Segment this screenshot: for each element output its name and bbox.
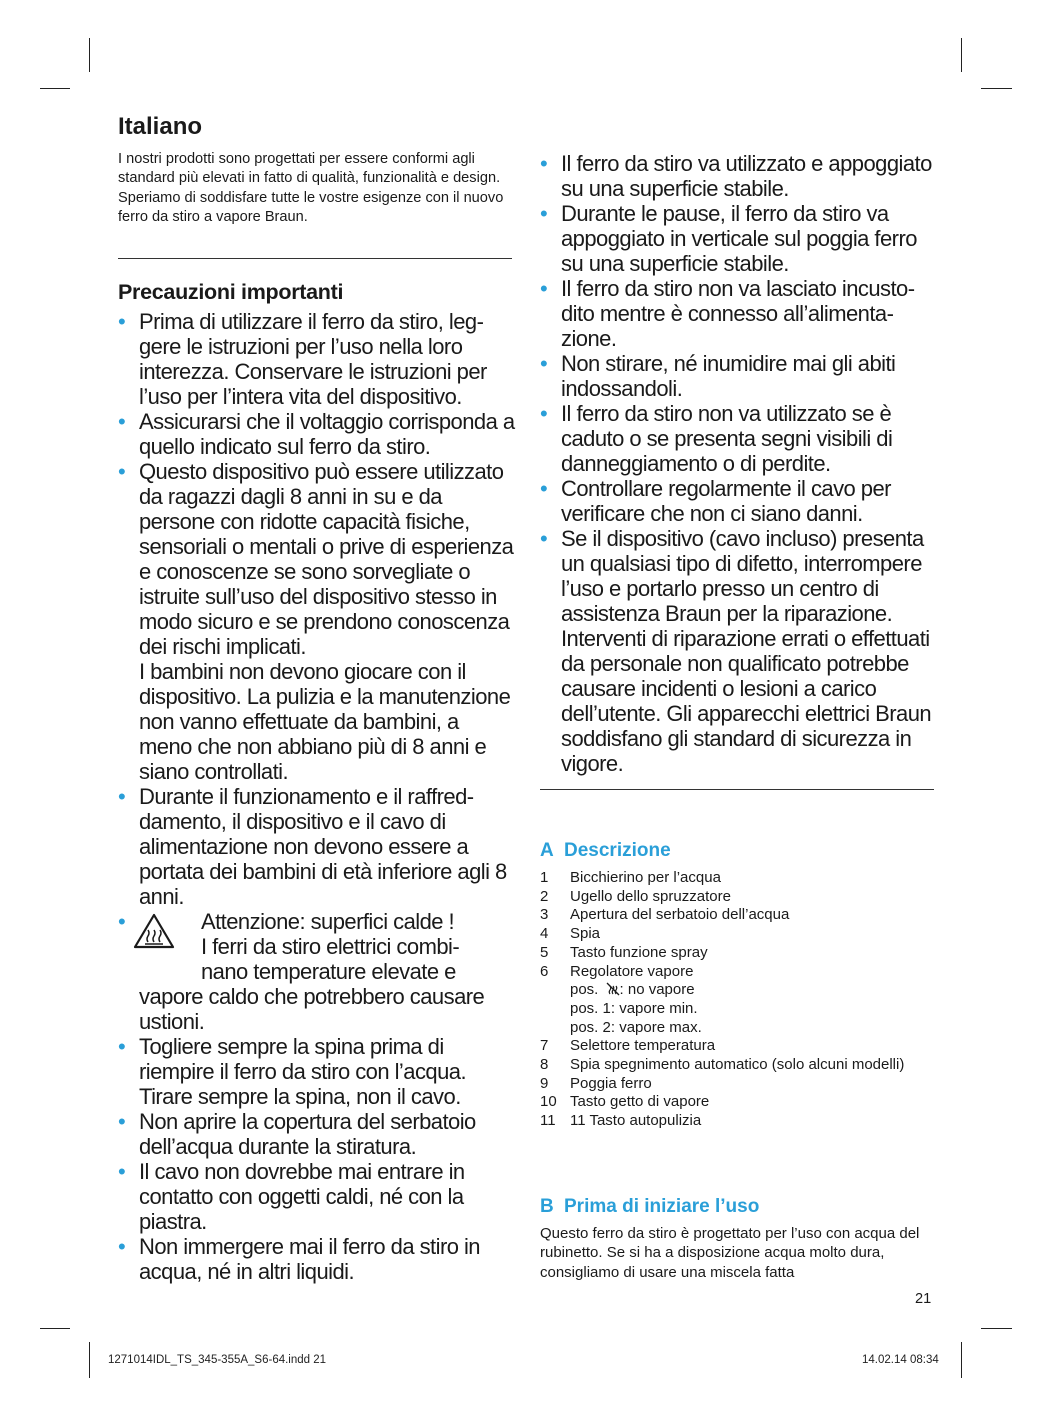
list-item: • Durante il funzionamento e il raffreddamento, il dispositivo e il cavo di alimentazione non devono essere a portata dei bambini di età inferiore agli 8 anni.	[118, 784, 507, 909]
list-item: • Il ferro da stiro va utilizzato e appoggiato su una superficie stabile.	[540, 151, 932, 201]
list-item-sub: pos. : no vapore	[570, 981, 695, 999]
list-item: • Assicurarsi che il voltaggio corrisponda a quello indicato sul ferro da stiro.	[118, 409, 515, 459]
crop-mark	[961, 38, 962, 72]
footer-file-info: 1271014IDL_TS_345-355A_S6-64.indd 21	[108, 1354, 327, 1366]
warning-line: I ferri da stiro elettrici combi-	[201, 934, 460, 959]
list-item-sub: pos. 1: vapore min.	[570, 999, 698, 1017]
list-item: • Questo dispositivo può essere utilizzato da ragazzi dagli 8 anni in su e da persone con ridotte capacità fisiche, sensoriali o mentali o prive di esperienza e conoscenze se sono sorvegliate o istruite sull’uso del dispositivo stesso in modo sicuro e se prendono conoscenza dei rischi implicati. I bambini non devono giocare con il dispositivo. La pulizia e la manutenzione non vanno effettuate da bambini, a meno che non abbiano più di 8 anni e siano controllati.	[118, 459, 514, 784]
crop-mark	[981, 1328, 1012, 1329]
list-item: • Il ferro da stiro non va lasciato incustodito mentre è connesso all’alimentazione.	[540, 276, 916, 351]
list-item: • Se il dispositivo (cavo incluso) presenta un qualsiasi tipo di difetto, interrompere l’uso e portarlo presso un centro di assistenza Braun per la riparazione. Interventi di riparazione errati o effettuati da personale non qualificato potrebbe causare incidenti o lesioni a carico dell’utente. Gli apparecchi elettrici Braun soddisfano gli standard di sicurezza in vigore.	[540, 526, 932, 776]
children-note: I bambini non devono giocare con il dispositivo. La pulizia e la manutenzione non vanno effettuate da bambini, a meno che non abbiano più di 8 anni e siano controllati.	[139, 659, 511, 784]
crop-mark	[40, 1328, 70, 1329]
section-b-paragraph: Questo ferro da stiro è progettato per l’uso con acqua del rubinetto. Se si ha a disposizione acqua molto dura, consigliamo di usare una miscela fatta	[540, 1225, 920, 1281]
list-item: 11 11 Tasto autopulizia	[540, 1112, 702, 1130]
parts-list	[540, 869, 934, 1131]
list-item: • Controllare regolarmente il cavo per verificare che non ci siano danni.	[540, 476, 891, 526]
crop-mark	[89, 1342, 90, 1378]
no-steam-icon	[606, 982, 620, 996]
bullet-icon: •	[540, 276, 548, 301]
precautions-list-continued	[540, 151, 938, 776]
list-item: 7 Selettore temperatura	[540, 1037, 716, 1055]
bullet-icon: •	[118, 1159, 126, 1184]
bullet-icon: •	[118, 1034, 126, 1059]
list-item: 6 Regolatore vapore	[540, 962, 694, 980]
list-item: • Il ferro da stiro non va utilizzato se è caduto o se presenta segni visibili di danneggiamento o di perdite.	[540, 401, 893, 476]
bullet-icon: •	[118, 459, 126, 484]
bullet-icon: •	[540, 201, 548, 226]
page-number: 21	[915, 1291, 932, 1307]
precautions-list	[118, 309, 516, 1284]
bullet-icon: •	[540, 351, 548, 376]
list-item: • Prima di utilizzare il ferro da stiro, leggere le istruzioni per l’uso nella loro interezza. Conservare le istruzioni per l’uso per l’intera vita del dispositivo.	[118, 309, 487, 409]
crop-mark	[40, 88, 70, 89]
hot-surface-warning	[118, 909, 516, 1034]
footer-timestamp: 14.02.14 08:34	[862, 1354, 939, 1366]
bullet-icon: •	[540, 151, 548, 176]
bullet-icon: •	[118, 1109, 126, 1134]
warning-rest: vapore caldo che potrebbero causare ustioni.	[139, 984, 485, 1034]
bullet-icon: •	[118, 784, 126, 809]
list-item: 10 Tasto getto di vapore	[540, 1093, 710, 1111]
section-divider	[118, 258, 512, 259]
bullet-icon: •	[540, 401, 548, 426]
bullet-icon: •	[540, 476, 548, 501]
section-divider	[540, 789, 934, 790]
list-item: 2 Ugello dello spruzzatore	[540, 887, 731, 905]
warning-line: Attenzione: superfici calde !	[201, 909, 455, 934]
list-item-sub: pos. 2: vapore max.	[570, 1018, 702, 1036]
bullet-icon: •	[540, 526, 548, 551]
section-title-precautions: Precauzioni importanti	[118, 280, 344, 304]
list-item: • Non aprire la copertura del serbatoio dell’acqua durante la stiratura.	[118, 1109, 476, 1159]
crop-mark	[981, 88, 1012, 89]
hot-surface-warning-icon	[133, 913, 175, 949]
intro-paragraph: I nostri prodotti sono progettati per essere conformi agli standard più elevati in fatto di qualità, funzionalità e design. Speriamo di soddisfare tutte le vostre esigenze con il nuovo ferro da stiro a vapore Braun.	[118, 151, 504, 225]
bullet-icon: •	[118, 909, 126, 934]
list-item: 9 Poggia ferro	[540, 1074, 652, 1092]
bullet-icon: •	[118, 1234, 126, 1259]
crop-mark	[961, 1342, 962, 1378]
page-title: Italiano	[118, 113, 203, 140]
list-item: 3 Apertura del serbatoio dell’acqua	[540, 906, 790, 924]
warning-line: nano temperature elevate e	[201, 959, 456, 984]
list-item: • Togliere sempre la spina prima di riempire il ferro da stiro con l’acqua. Tirare sempre la spina, non il cavo.	[118, 1034, 467, 1109]
list-item: • Durante le pause, il ferro da stiro va appoggiato in verticale sul poggia ferro su una superficie stabile.	[540, 201, 917, 276]
section-title-descrizione: A Descrizione	[540, 840, 671, 861]
list-item: • Non stirare, né inumidire mai gli abiti indossandoli.	[540, 351, 896, 401]
bullet-icon: •	[118, 309, 126, 334]
list-item: 1 Bicchierino per l’acqua	[540, 869, 721, 886]
list-item: • Non immergere mai il ferro da stiro in acqua, né in altri liquidi.	[118, 1234, 480, 1284]
list-item: 5 Tasto funzione spray	[540, 943, 708, 961]
list-item: 8 Spia spegnimento automatico (solo alcuni modelli)	[540, 1056, 905, 1074]
crop-mark	[89, 38, 90, 72]
list-item: • Il cavo non dovrebbe mai entrare in contatto con oggetti caldi, né con la piastra.	[118, 1159, 465, 1234]
bullet-icon: •	[118, 409, 126, 434]
section-title-prima-di-iniziare: B Prima di iniziare l’uso	[540, 1196, 760, 1217]
list-item: 4 Spia	[540, 925, 601, 943]
